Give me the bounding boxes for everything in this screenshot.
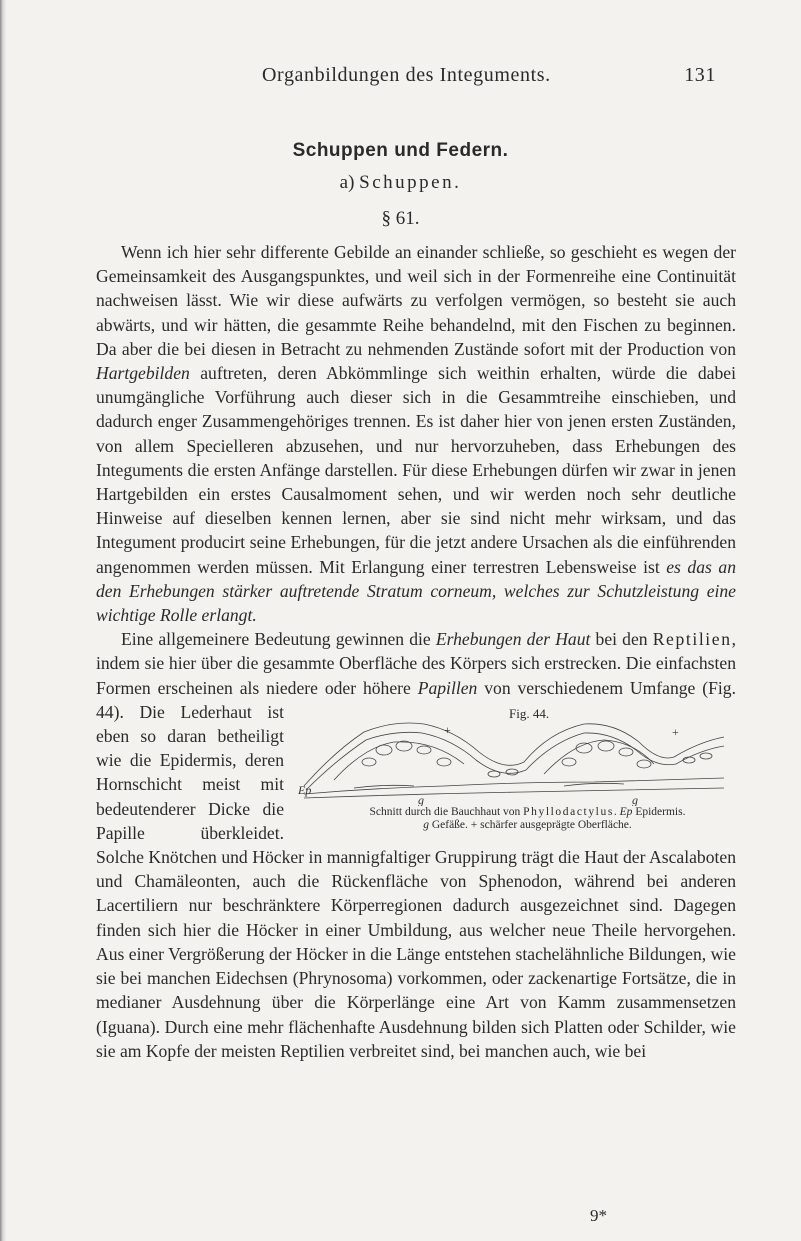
italic-run: es das an den Erhebungen stärker auftretende Stratum corneum, welches zur Schutzleistung eine wichtige Rolle erlangt. [96, 556, 736, 626]
papilla-outline [334, 742, 464, 780]
text-run: Eine allgemeinere Bedeutung gewinnen die [121, 629, 436, 650]
label-g: g [418, 792, 424, 806]
figure-label: Fig. 44. [509, 705, 550, 721]
spaced-run: Reptilien [652, 629, 732, 650]
text-run: auftreten, deren Abkömmlinge sich weithin erhalten, würde die dabei unumgängliche Vorführung auch dieser sich in die Gesammtreihe einschieben, und dadurch enger Zusammengehöriges trennen. Es ist daher hier von jenen ersten Zuständen, von allem Specielleren abzusehen, und nur hervorzuheben, dass Erhebungen des Integuments die ersten Anfänge darstellen. Für diese Erhebungen dürfen wir zwar in jenen Hartgebilden ein erstes Causalmoment sehen, und wir werden noch sehr deutliche Hinweise auf dieselben kennen lernen, aber sie sind nicht mehr wirksam, und das Integument producirt seine Erhebungen, für die jetzt andere Ursachen als die einführenden angenommen werden müssen. Mit Erlangung einer terrestren Lebensweise ist [96, 363, 736, 577]
cell [598, 741, 614, 751]
epidermis-inner-line [306, 732, 724, 790]
cell [619, 748, 633, 756]
caption-text: Schnitt durch die Bauchhaut von [369, 805, 524, 818]
cell [700, 753, 712, 759]
text-run: von verschiedenem Umfange (Fig. 44). Die Lederhaut ist eben so daran betheiligt wie die Epidermis, deren Hornschicht meist mit bedeutenderer Dicke die Papille überkleidet. Solche Knötchen und Höcker in mannigfaltiger Gruppirung trägt die Haut der Ascalaboten und Chamäleonten, auch die Rückenfläche von Sphenodon, während bei anderen Lacertiliern nur beschränktere Körperregionen dadurch ausgezeichnet sind. Dagegen finden sich hier die Höcker in einer Umbildung, aus welcher neue Theile hervorgehen. Aus einer Vergrößerung der Höcker in die Länge entstehen stachelähnliche Bildungen, wie sie bei manchen Eidechsen (Phrynosoma) vorkommen, oder zackenartige Fortsätze, die in medianer Ausdehnung über die Körperlänge eine Art von Kamm zusammensetzen (Iguana). Durch eine mehr flächenhafte Ausdehnung bilden sich Platten oder Schilder, wie sie am Kopfe der meisten Reptilien verbreitet sind, bei manchen auch, wie bei [96, 677, 736, 1061]
page-number: 131 [684, 64, 716, 86]
cell [396, 741, 412, 751]
caption-text: Gefäße. + schärfer ausgeprägte Oberfläche. [428, 818, 632, 831]
caption-species: Phyllodactylus [523, 805, 614, 818]
dermis-line [304, 778, 724, 794]
paragraph-2 [96, 627, 736, 1063]
cell [376, 745, 392, 755]
cell [562, 758, 576, 766]
subsection-title [0, 172, 801, 194]
subsection-index: a) [339, 172, 355, 193]
label-ep: Ep [298, 782, 312, 797]
plus-marker: + [672, 724, 679, 739]
running-head [96, 64, 716, 94]
cell [362, 758, 376, 766]
caption-ep: Ep [619, 805, 633, 818]
italic-run: Erhebungen der Haut [435, 629, 591, 650]
cell [437, 758, 451, 766]
running-title: Organbildungen des Integuments. [262, 64, 551, 86]
italic-run: Hartgebilden [96, 363, 190, 384]
skin-section-illustration [294, 702, 736, 806]
text-run: bei den [590, 629, 653, 650]
body-text [96, 240, 736, 1063]
paragraph-1 [96, 240, 736, 627]
cell [417, 746, 431, 754]
section-title: Schuppen und Federn. [292, 140, 509, 161]
paragraph-number: § 61. [381, 208, 420, 229]
signature-mark: 9* [590, 1206, 607, 1225]
caption-text: . [613, 805, 620, 818]
label-g: g [632, 792, 638, 806]
vessel [564, 783, 624, 786]
figure-caption [294, 806, 736, 832]
cell [506, 769, 518, 775]
cell [637, 760, 651, 768]
italic-run: Papillen [417, 677, 478, 698]
caption-text: Epidermis. [632, 805, 686, 818]
caption-g: g [423, 818, 429, 831]
plus-marker: + [444, 722, 451, 737]
subsection-name: Schuppen. [359, 172, 462, 193]
papilla-outline [544, 740, 654, 774]
text-run: Wenn ich hier sehr differente Gebilde an einander schließe, so geschieht es wegen der Gemeinsamkeit des Ausgangspunktes, und weil sich in der Formenreihe eine Continuität nachweisen lässt. Wie wir diese aufwärts zu verfolgen vermögen, so besteht sie auch abwärts, und wir hätten, die gesammte Reihe behandelnd, mit den Fischen zu beginnen. Da aber die bei diesen in Betracht zu nehmenden Zustände sofort mit der Production von [96, 242, 736, 359]
cell [683, 757, 695, 763]
figure-44 [294, 702, 736, 837]
text-run: , indem sie hier über die gesammte Oberfläche des Körpers sich erstrecken. Die einfachsten Formen erscheinen als niedere oder höhere [96, 629, 737, 698]
cell [488, 771, 500, 777]
epidermis-surface-line [304, 723, 724, 786]
